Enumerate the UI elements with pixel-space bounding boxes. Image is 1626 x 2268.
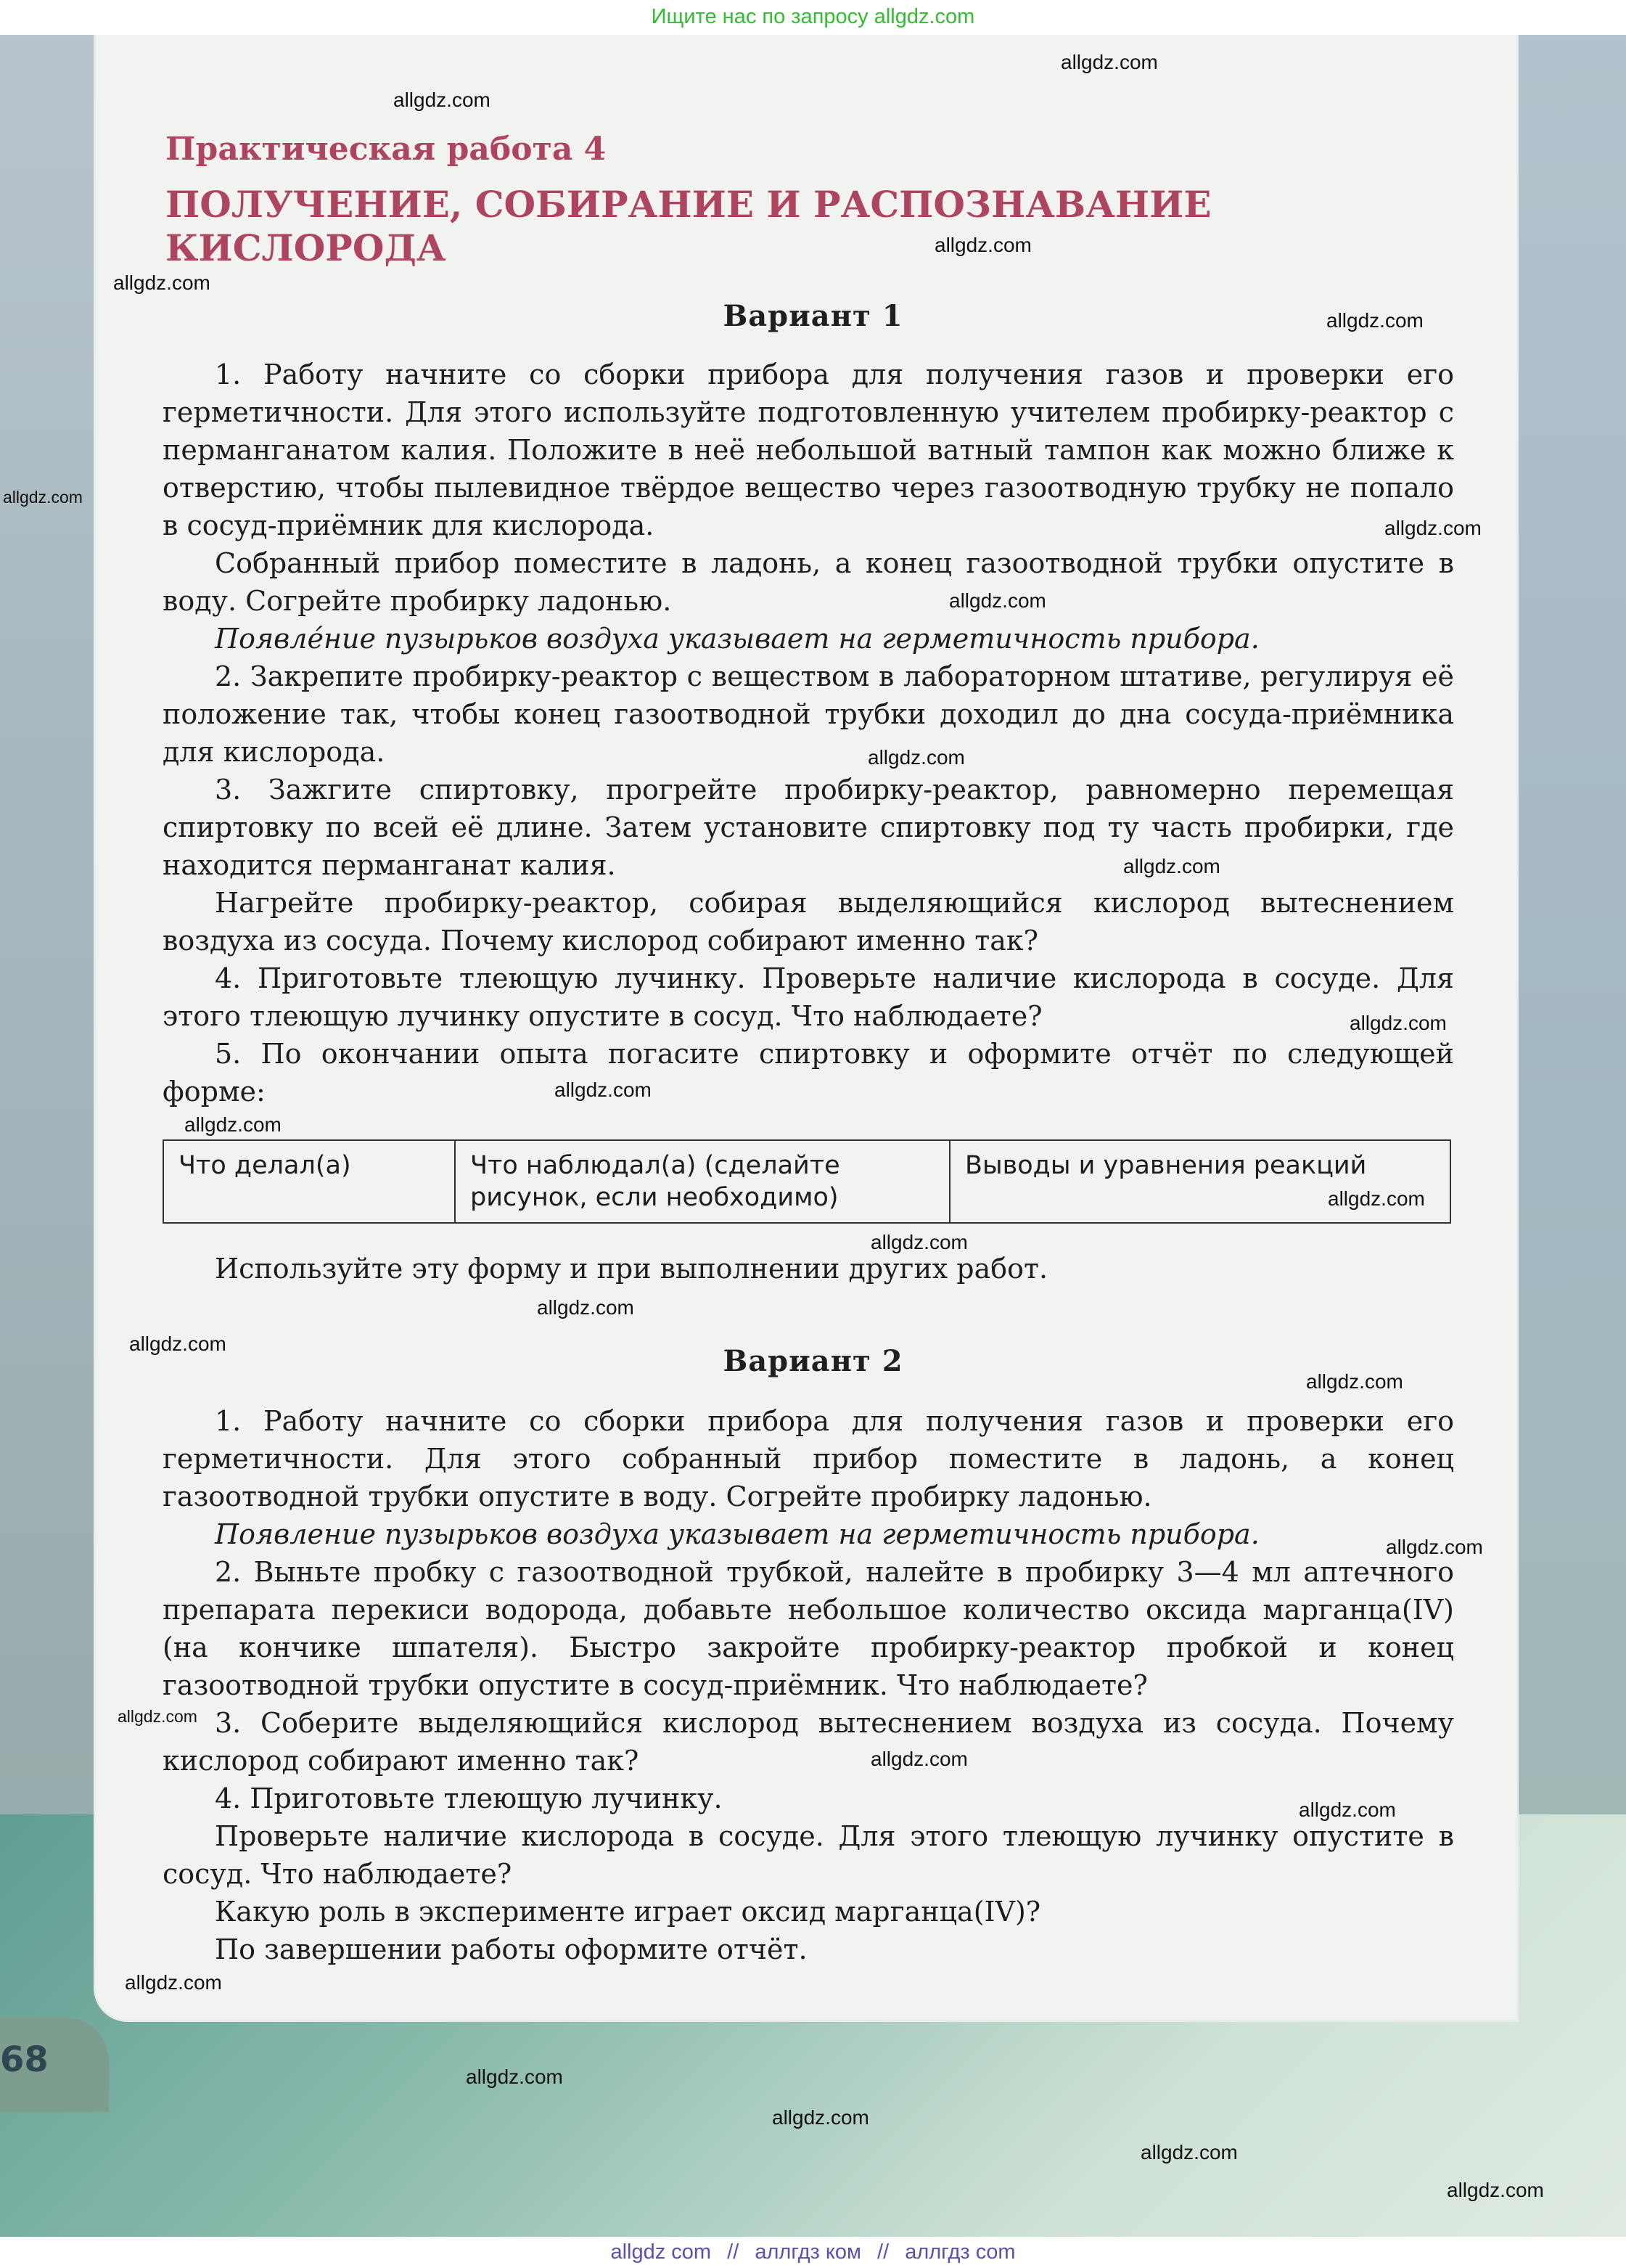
bottom-banner-link-3[interactable]: аллгдз com (905, 2240, 1016, 2264)
watermark: allgdz.com (118, 1707, 197, 1726)
variant-2-step-3: 3. Соберите выделяющийся кислород вытеснением воздуха из сосуда. Почему кислород собирают именно так? (163, 1707, 1454, 1777)
variant-2-note: Появление пузырьков воздуха указывает на герметичность прибора. (215, 1518, 1260, 1550)
watermark: allgdz.com (129, 1332, 226, 1355)
watermark: allgdz.com (1328, 1187, 1425, 1210)
watermark: allgdz.com (1447, 2179, 1544, 2201)
watermark: allgdz.com (466, 2066, 563, 2088)
variant-1-text-part-1 (163, 356, 1454, 1110)
watermark: allgdz.com (554, 1078, 652, 1101)
watermark: allgdz.com (393, 89, 490, 111)
watermark: allgdz.com (537, 1296, 634, 1319)
watermark: allgdz.com (1350, 1012, 1447, 1034)
watermark: allgdz.com (1326, 309, 1424, 332)
watermark: allgdz.com (935, 234, 1032, 256)
watermark: allgdz.com (125, 1971, 222, 1994)
variant-2-text (163, 1402, 1454, 1968)
watermark: allgdz.com (1141, 2141, 1238, 2163)
watermark: allgdz.com (3, 488, 83, 507)
table-header-cell: Выводы и уравнения реакций (950, 1140, 1450, 1223)
top-banner[interactable]: Ищите нас по запросу allgdz.com (0, 0, 1626, 35)
variant-2-question: Какую роль в эксперименте играет оксид марганца(IV)? (215, 1896, 1041, 1928)
title-line-2: КИСЛОРОДА (165, 226, 446, 269)
variant-1-after-table: Используйте эту форму и при выполнении других работ. (215, 1253, 1048, 1285)
variant-1-step-3-cont: Нагрейте пробирку-реактор, собирая выделяющийся кислород вытеснением воздуха из сосуда. Почему кислород собирают именно так? (163, 887, 1454, 957)
watermark: allgdz.com (1123, 855, 1220, 877)
watermark: allgdz.com (772, 2106, 869, 2129)
page-number: 68 (0, 2039, 49, 2080)
watermark: allgdz.com (1306, 1370, 1403, 1393)
bottom-banner-link-1[interactable]: allgdz com (610, 2240, 712, 2264)
watermark: allgdz.com (1386, 1536, 1483, 1558)
variant-1-step-1-cont: Собранный прибор поместите в ладонь, а конец газоотводной трубки опустите в воду. Согрейте пробирку ладонью. (163, 547, 1454, 617)
table-header-cell: Что наблюдал(а) (сделайте рисунок, если необходимо) (455, 1140, 950, 1223)
bottom-banner-link-2[interactable]: аллгдз ком (755, 2240, 861, 2264)
watermark: allgdz.com (871, 1231, 968, 1253)
variant-1-text-part-2 (163, 1250, 1454, 1287)
watermark: allgdz.com (871, 1748, 968, 1770)
watermark: allgdz.com (868, 746, 965, 769)
variant-2-step-2: 2. Выньте пробку с газоотводной трубкой, налейте в пробирку 3—4 мл аптечного препарата перекиси водорода, добавьте небольшое количество оксида марганца(IV) (на кончике шпателя). Быстро закройте пробирку-реактор пробкой и конец газоотводной трубки опустите в сосуд-приёмник. Что наблюдаете? (163, 1556, 1454, 1701)
work-label: Практическая работа 4 (165, 131, 607, 168)
variant-1-step-1: 1. Работу начните со сборки прибора для получения газов и проверки его герметичности. Для этого используйте подготовленную учителем пробирку-реактор с перманганатом калия. Положите в неё небольшой ватный тампон как можно ближе к отверстию, чтобы пылевидное твёрдое вещество через газоотводную трубку не попало в сосуд-приёмник для кислорода. (163, 359, 1454, 541)
variant-1-note: Появлéние пузырьков воздуха указывает на герметичность прибора. (215, 623, 1260, 655)
watermark: allgdz.com (1299, 1798, 1396, 1821)
table-row (163, 1140, 1450, 1223)
variant-2-step-1: 1. Работу начните со сборки прибора для получения газов и проверки его герметичности. Для этого собранный прибор поместите в ладонь, а конец газоотводной трубки опустите в воду. Согрейте пробирку ладонью. (163, 1405, 1454, 1512)
variant-1-step-2: 2. Закрепите пробирку-реактор с веществом в лабораторном штативе, регулируя её положение так, чтобы конец газоотводной трубки доходил до дна сосуда-приёмника для кислорода. (163, 660, 1454, 768)
variant-2-step-4-cont: Проверьте наличие кислорода в сосуде. Для этого тлеющую лучинку опустите в сосуд. Что наблюдаете? (163, 1820, 1454, 1890)
variant-1-step-4: 4. Приготовьте тлеющую лучинку. Проверьте наличие кислорода в сосуде. Для этого тлеющую лучинку опустите в сосуд. Что наблюдаете? (163, 962, 1454, 1032)
bottom-banner-separator: // (877, 2240, 890, 2264)
variant-1-heading: Вариант 1 (723, 299, 903, 333)
watermark: allgdz.com (949, 589, 1046, 612)
variant-1-step-5: 5. По окончании опыта погасите спиртовку и оформите отчёт по следующей форме: (163, 1038, 1454, 1108)
watermark: allgdz.com (1384, 517, 1482, 539)
report-form-table (163, 1139, 1451, 1224)
watermark: allgdz.com (1061, 51, 1158, 73)
table-header-cell: Что делал(а) (163, 1140, 455, 1223)
watermark: allgdz.com (113, 271, 210, 294)
variant-1-step-3: 3. Зажгите спиртовку, прогрейте пробирку-реактор, равномерно перемещая спиртовку по всей её длине. Затем установите спиртовку под ту часть пробирки, где находится перманганат калия. (163, 774, 1454, 881)
variant-2-final: По завершении работы оформите отчёт. (215, 1933, 808, 1965)
bottom-banner-separator: // (727, 2240, 739, 2264)
variant-2-step-4: 4. Приготовьте тлеющую лучинку. (215, 1782, 723, 1814)
page-title (165, 183, 1326, 270)
variant-2-heading: Вариант 2 (723, 1344, 903, 1378)
watermark: allgdz.com (184, 1113, 282, 1136)
title-line-1: ПОЛУЧЕНИЕ, СОБИРАНИЕ И РАСПОЗНАВАНИЕ (165, 183, 1212, 226)
bottom-banner[interactable] (0, 2237, 1626, 2268)
